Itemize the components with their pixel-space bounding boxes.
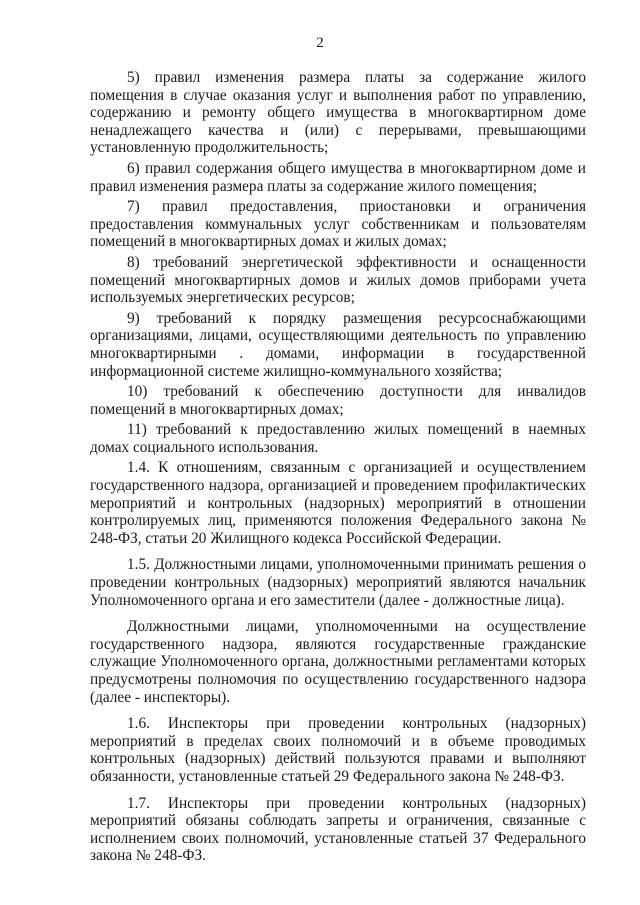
page-number: 2	[316, 35, 324, 51]
section-1-7: 1.7. Инспекторы при проведении контрольных (надзорных) мероприятий обязаны соблюдать запреты и ограничения, связанные с исполнением своих полномочий, установленные статьей 37 Федерального закона № 248-ФЗ.	[90, 794, 586, 865]
section-1-4: 1.4. К отношениям, связанным с организацией и осуществлением государственного надзора, организацией и проведением профилактических мероприятий и контрольных (надзорных) мероприятий в отношении контролируемых лиц, применяются положения Федерального закона № 248-ФЗ, статьи 20 Жилищного кодекса Российской Федерации.	[90, 459, 586, 547]
list-item-8: 8) требований энергетической эффективности и оснащенности помещений многоквартирных домов и жилых домов приборами учета используемых энергетических ресурсов;	[90, 253, 586, 307]
section-1-5: 1.5. Должностными лицами, уполномоченными принимать решения о проведении контрольных (надзорных) мероприятий являются начальник Уполномоченного органа и его заместители (далее - должностные лица).	[90, 556, 586, 609]
list-item-9: 9) требований к порядку размещения ресурсоснабжающими организациями, лицами, осуществляющими деятельность по управлению многоквартирными . домами, информации в государственной информационной системе жилищно-коммунального хозяйства;	[90, 309, 586, 380]
list-item-6: 6) правил содержания общего имущества в многоквартирном доме и правил изменения размера платы за содержание жилого помещения;	[90, 159, 586, 195]
list-item-11: 11) требований к предоставлению жилых помещений в наемных домах социального использования.	[90, 421, 586, 456]
inspectors-definition: Должностными лицами, уполномоченными на осуществление государственного надзора, являются государственные гражданские служащие Уполномоченного органа, должностными регламентами которых предусмотрены полномочия по осуществлению государственного надзора (далее - инспекторы).	[90, 618, 586, 706]
section-1-6: 1.6. Инспекторы при проведении контрольных (надзорных) мероприятий в пределах своих полномочий и в объеме проводимых контрольных (надзорных) действий пользуются правами и выполняют обязанности, установленные статьей 29 Федерального закона № 248-ФЗ.	[90, 715, 586, 785]
list-item-7: 7) правил предоставления, приостановки и ограничения предоставления коммунальных услуг собственникам и пользователям помещений в многоквартирных домах и жилых домах;	[90, 198, 586, 251]
list-item-10: 10) требований к обеспечению доступности для инвалидов помещений в многоквартирных домах;	[90, 383, 586, 418]
list-item-5: 5) правил изменения размера платы за содержание жилого помещения в случае оказания услуг и выполнения работ по управлению, содержанию и ремонту общего имущества в многоквартирном доме ненадлежащего качества и (или) с перерывами, превышающими установленную продолжительность;	[90, 69, 586, 157]
document-body	[90, 69, 586, 865]
